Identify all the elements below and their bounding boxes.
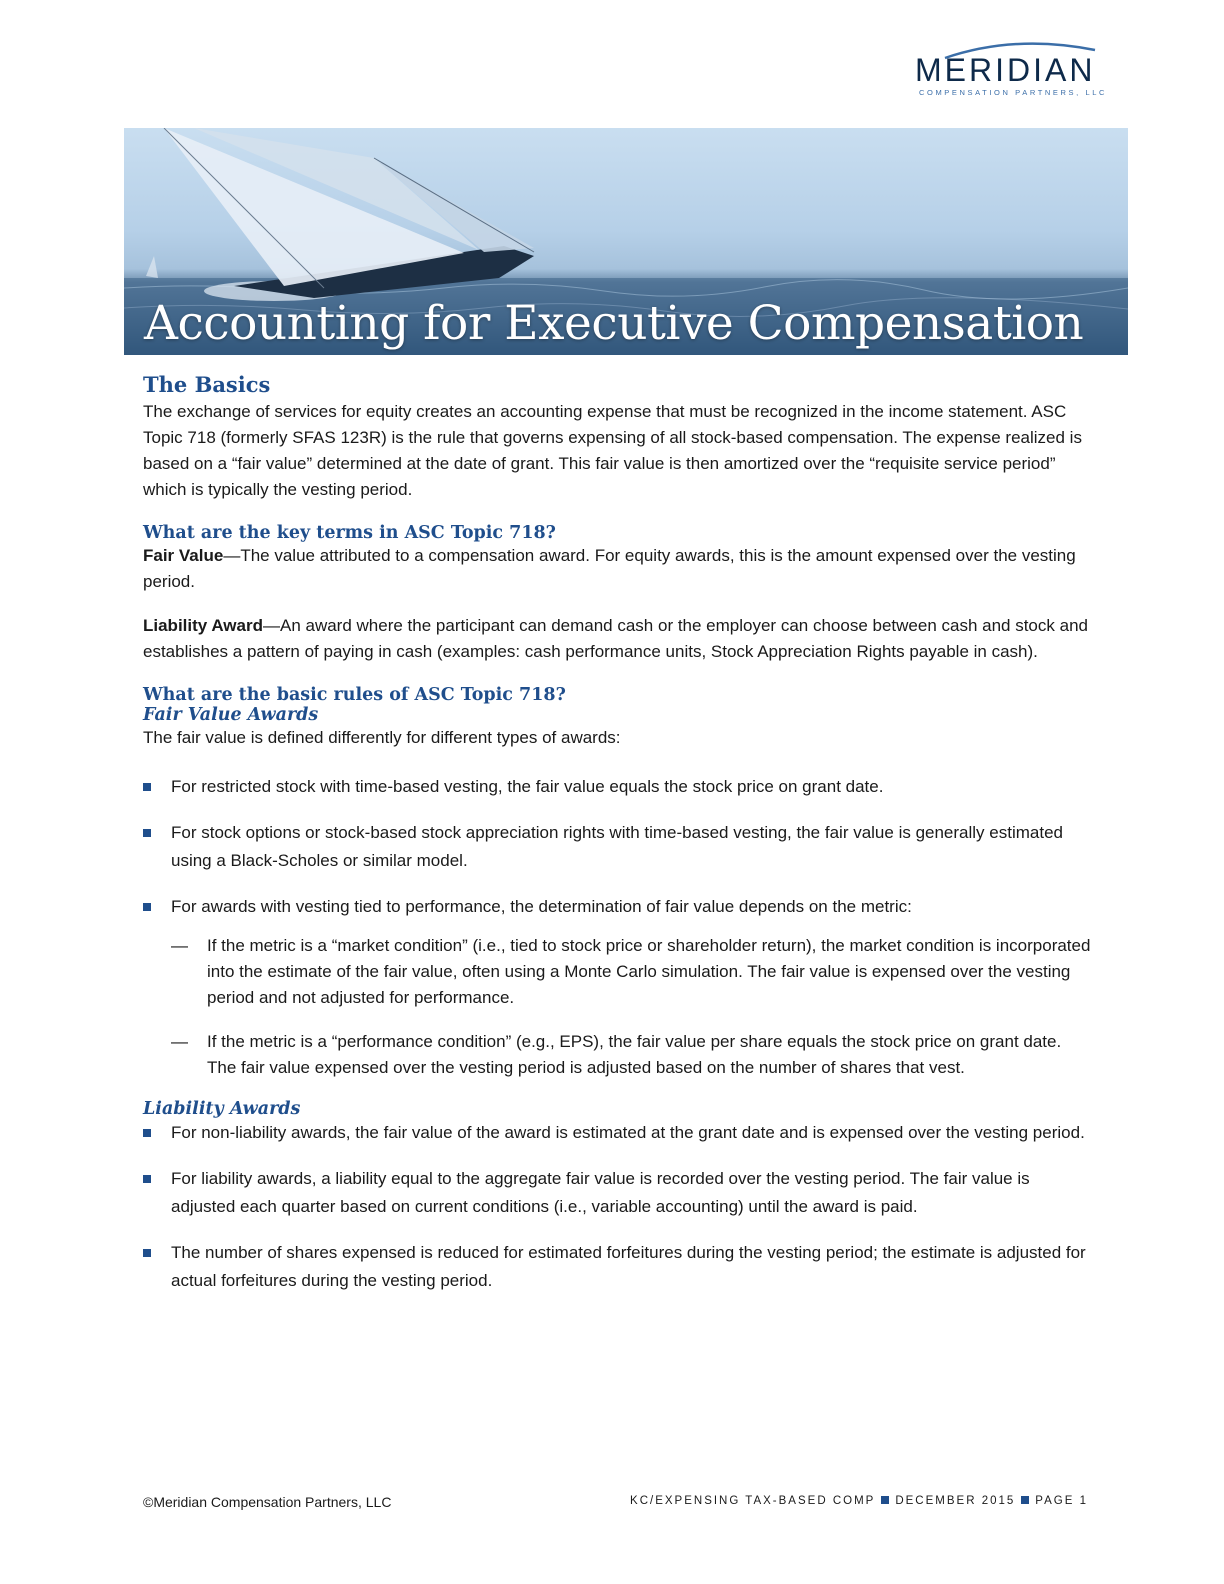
footer-separator-icon: [1021, 1496, 1029, 1504]
footer-separator-icon: [881, 1496, 889, 1504]
list-item: The number of shares expensed is reduced for estimated forfeitures during the vesting period; the estimate is adjusted for actual forfeitures during the vesting period.: [143, 1239, 1093, 1295]
logo-name: MERIDIAN: [915, 52, 1096, 88]
list-item: For non-liability awards, the fair value of the award is estimated at the grant date and is expensed over the vesting period.: [143, 1119, 1093, 1147]
bullet-square-icon: [143, 903, 151, 911]
hero-banner: [124, 128, 1128, 355]
list-item: For stock options or stock-based stock appreciation rights with time-based vesting, the fair value is generally estimated using a Black-Scholes or similar model.: [143, 819, 1093, 875]
document-body: [143, 372, 1093, 1313]
page-title: Accounting for Executive Compensation: [144, 296, 1084, 351]
subheading-liability-awards: Liability Awards: [143, 1099, 301, 1119]
footer-doc-code: KC/EXPENSING TAX-BASED COMP: [630, 1495, 876, 1507]
term-label: Fair Value: [143, 546, 224, 565]
term-fair-value: [143, 543, 1093, 595]
footer-copyright: ©Meridian Compensation Partners, LLC: [143, 1494, 392, 1510]
dash-bullet: —: [171, 1032, 188, 1051]
list-item: For awards with vesting tied to performance, the determination of fair value depends on the metric:: [143, 893, 1093, 921]
basics-paragraph: The exchange of services for equity creates an accounting expense that must be recognized in the income statement. ASC Topic 718 (formerly SFAS 123R) is the rule that governs expensing of all stock-based compensation. The expense realized is based on a “fair value” determined at the date of grant. This fair value is then amortized over the “requisite service period” which is typically the vesting period.: [143, 402, 1082, 499]
term-definition: —The value attributed to a compensation award. For equity awards, this is the amount expensed over the vesting period.: [143, 546, 1076, 591]
list-item: For restricted stock with time-based vesting, the fair value equals the stock price on grant date.: [143, 773, 1093, 801]
subheading-fair-value-awards: Fair Value Awards: [143, 705, 319, 725]
term-liability-award: [143, 613, 1093, 665]
bullet-square-icon: [143, 1129, 151, 1137]
logo-subtitle: COMPENSATION PARTNERS, LLC: [919, 88, 1108, 97]
bullet-square-icon: [143, 1175, 151, 1183]
list-item: — If the metric is a “performance condition” (e.g., EPS), the fair value per share equals the stock price on grant date. The fair value expensed over the vesting period is adjusted based on the number of shares that vest.: [171, 1029, 1093, 1081]
dash-bullet: —: [171, 936, 188, 955]
footer-page-number: PAGE 1: [1035, 1495, 1088, 1507]
list-item: — If the metric is a “market condition” (i.e., tied to stock price or shareholder return), the market condition is incorporated into the estimate of the fair value, often using a Monte Carlo simulation. The fair value is expensed over the vesting period and not adjusted for performance.: [171, 933, 1093, 1011]
section-heading-basic-rules: What are the basic rules of ASC Topic 718?: [143, 685, 566, 705]
bullet-square-icon: [143, 783, 151, 791]
section-heading-key-terms: What are the key terms in ASC Topic 718?: [143, 523, 556, 543]
bullet-square-icon: [143, 829, 151, 837]
meridian-logo: [905, 40, 1110, 102]
term-definition: —An award where the participant can demand cash or the employer can choose between cash and stock and establishes a pattern of paying in cash (examples: cash performance units, Stock Appreciation Rights payable in cash).: [143, 616, 1088, 661]
fair-value-intro: The fair value is defined differently for different types of awards:: [143, 728, 621, 747]
term-label: Liability Award: [143, 616, 263, 635]
liability-bullet-list: [143, 1119, 1093, 1295]
bullet-square-icon: [143, 1249, 151, 1257]
fair-value-bullet-list: [143, 773, 1093, 921]
footer-date: DECEMBER 2015: [895, 1495, 1016, 1507]
section-heading-basics: The Basics: [143, 372, 271, 397]
metric-sub-list: [143, 933, 1093, 1081]
footer-meta: [630, 1495, 1088, 1507]
list-item: For liability awards, a liability equal to the aggregate fair value is recorded over the vesting period. The fair value is adjusted each quarter based on current conditions (i.e., variable accounting) until the award is paid.: [143, 1165, 1093, 1221]
